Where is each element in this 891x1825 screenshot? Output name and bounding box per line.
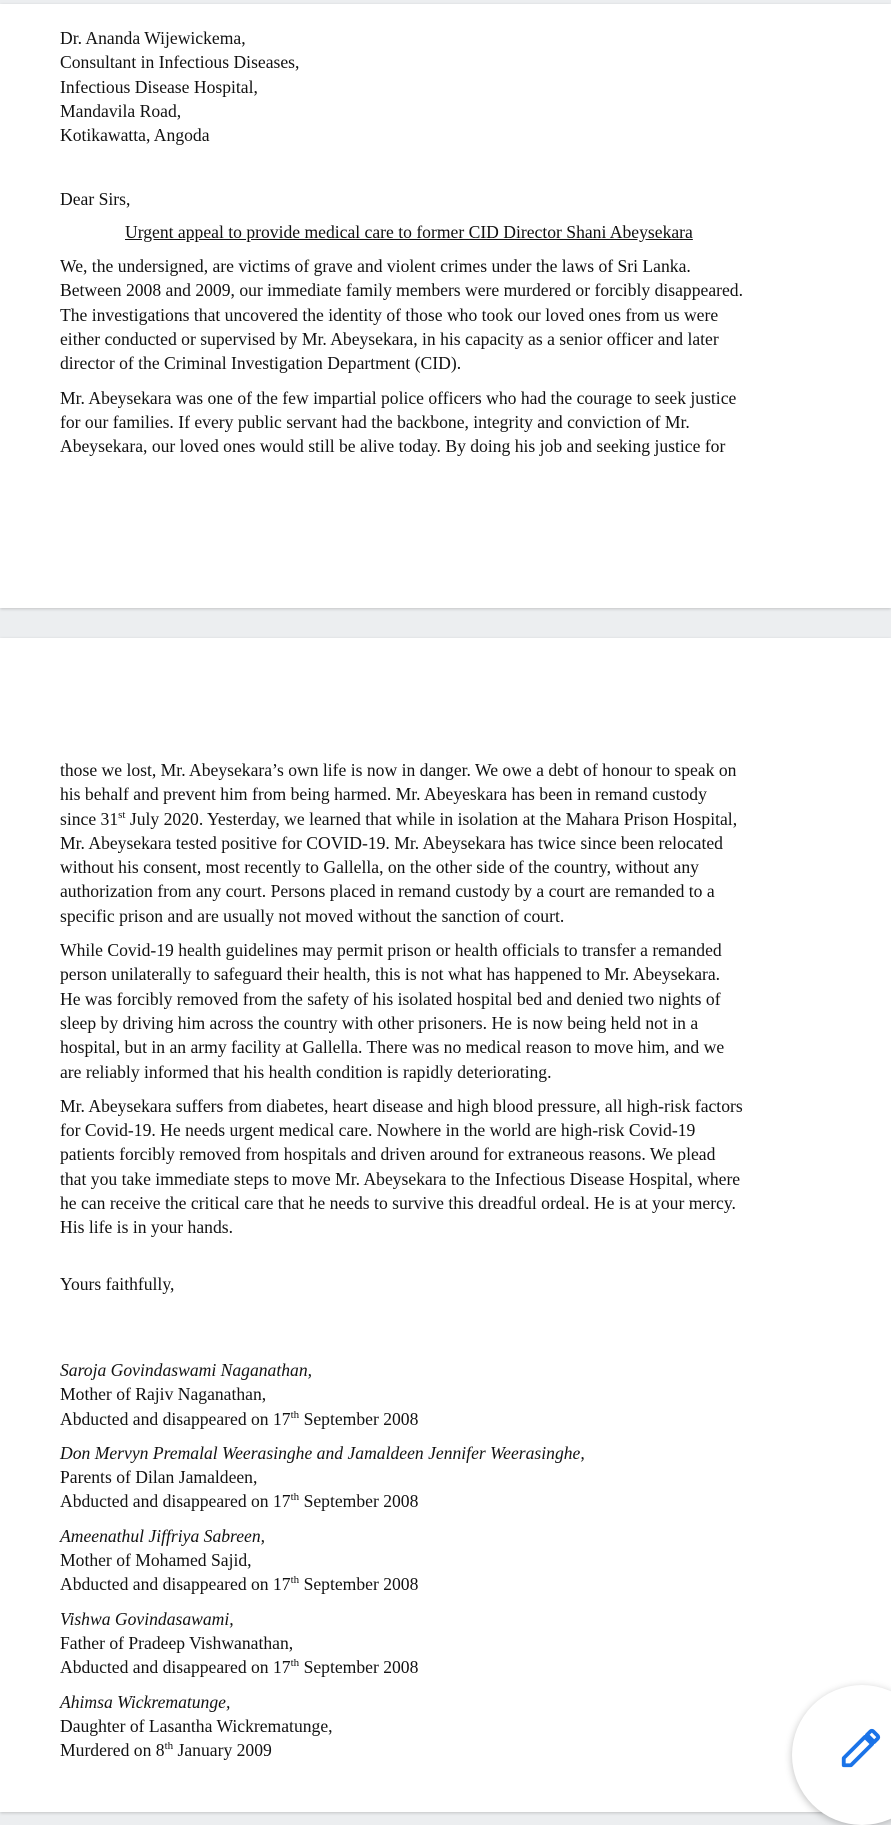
text-line: sleep by driving him across the country with other prisoners. He is now being held not in a bbox=[60, 1012, 699, 1033]
salutation: Dear Sirs, bbox=[60, 189, 131, 210]
text-fragment: September 2008 bbox=[299, 1491, 419, 1512]
text-line: specific prison and are usually not moved without the sanction of court. bbox=[60, 905, 565, 926]
ordinal-suffix: th bbox=[290, 1657, 300, 1670]
text-fragment: September 2008 bbox=[299, 1574, 419, 1595]
text-fragment: July 2020. Yesterday, we learned that while in isolation at the Mahara Prison Hospital, bbox=[125, 808, 738, 829]
signatory-name: Vishwa Govindasawami, bbox=[60, 1608, 234, 1629]
signatory bbox=[60, 1607, 840, 1680]
signatory-event bbox=[60, 1572, 840, 1596]
text-line: Mr. Abeysekara suffers from diabetes, heart disease and high blood pressure, all high-risk factors bbox=[60, 1095, 743, 1116]
text-line: patients forcibly removed from hospitals and driven around for extraneous reasons. We plead bbox=[60, 1144, 716, 1165]
text-line: are reliably informed that his health condition is rapidly deteriorating. bbox=[60, 1061, 552, 1082]
paragraph bbox=[60, 386, 840, 459]
text-line: We, the undersigned, are victims of grave and violent crimes under the laws of Sri Lanka. bbox=[60, 256, 691, 277]
signatory bbox=[60, 1358, 840, 1431]
signatory-name: Ameenathul Jiffriya Sabreen, bbox=[60, 1525, 266, 1546]
signatory-event bbox=[60, 1489, 840, 1513]
signatory-relation: Mother of Mohamed Sajid, bbox=[60, 1550, 252, 1571]
text-line: While Covid-19 health guidelines may permit prison or health officials to transfer a remanded bbox=[60, 940, 722, 961]
paragraph bbox=[60, 254, 840, 375]
address-line: Infectious Disease Hospital, bbox=[60, 76, 258, 97]
signatory-event bbox=[60, 1738, 840, 1762]
text-line: Between 2008 and 2009, our immediate family members were murdered or forcibly disappeared. bbox=[60, 280, 743, 301]
text-fragment: September 2008 bbox=[299, 1408, 419, 1429]
text-line: Mr. Abeysekara tested positive for COVID-19. Mr. Abeysekara has twice since been relocated bbox=[60, 832, 723, 853]
ordinal-suffix: th bbox=[290, 1491, 300, 1504]
text-line: Abeysekara, our loved ones would still be alive today. By doing his job and seeking justice for bbox=[60, 436, 726, 457]
text-line: those we lost, Mr. Abeysekara’s own life is now in danger. We owe a debt of honour to speak on bbox=[60, 760, 737, 780]
ordinal-suffix: th bbox=[164, 1740, 174, 1753]
text-fragment: Abducted and disappeared on 17 bbox=[60, 1408, 291, 1429]
text-line: authorization from any court. Persons placed in remand custody by a court are remanded to a bbox=[60, 881, 715, 902]
text-line: for Covid-19. He needs urgent medical care. Nowhere in the world are high-risk Covid-19 bbox=[60, 1120, 696, 1141]
address-line: Mandavila Road, bbox=[60, 100, 182, 121]
text-line: person unilaterally to safeguard their health, this is not what has happened to Mr. Abeysekara. bbox=[60, 964, 721, 985]
text-fragment: since 31 bbox=[60, 808, 119, 829]
subject-line bbox=[60, 220, 840, 244]
text-fragment: Abducted and disappeared on 17 bbox=[60, 1657, 291, 1678]
signatory-relation: Mother of Rajiv Naganathan, bbox=[60, 1384, 267, 1405]
text-line: director of the Criminal Investigation Department (CID). bbox=[60, 353, 462, 374]
subject-text: Urgent appeal to provide medical care to former CID Director Shani Abeysekara bbox=[125, 221, 693, 242]
signatory bbox=[60, 1441, 840, 1514]
address-line: Consultant in Infectious Diseases, bbox=[60, 52, 300, 73]
signatory-relation: Daughter of Lasantha Wickrematunge, bbox=[60, 1715, 333, 1736]
text-line: He was forcibly removed from the safety of his isolated hospital bed and denied two nights of bbox=[60, 988, 721, 1009]
recipient-address bbox=[60, 26, 840, 147]
text-fragment: January 2009 bbox=[173, 1740, 272, 1761]
text-line: he can receive the critical care that he needs to survive this dreadful ordeal. He is at your mercy. bbox=[60, 1193, 736, 1214]
text-line bbox=[60, 807, 840, 831]
document-page-2 bbox=[0, 638, 891, 1812]
document-page-1 bbox=[0, 4, 891, 608]
pencil-icon bbox=[838, 1725, 884, 1771]
ordinal-suffix: th bbox=[290, 1408, 300, 1421]
signatory-name: Ahimsa Wickrematunge, bbox=[60, 1691, 231, 1712]
paragraph bbox=[60, 1094, 840, 1240]
address-line: Kotikawatta, Angoda bbox=[60, 125, 210, 146]
address-line: Dr. Ananda Wijewickema, bbox=[60, 28, 246, 48]
text-line: that you take immediate steps to move Mr. Abeysekara to the Infectious Disease Hospital, where bbox=[60, 1168, 741, 1189]
paragraph bbox=[60, 938, 840, 1084]
text-line: his behalf and prevent him from being harmed. Mr. Abeyeskara has been in remand custody bbox=[60, 784, 707, 805]
signatory bbox=[60, 1690, 840, 1763]
text-line: Mr. Abeysekara was one of the few impartial police officers who had the courage to seek justice bbox=[60, 387, 737, 408]
text-line: The investigations that uncovered the identity of those who took our loved ones from us were bbox=[60, 304, 719, 325]
text-fragment: Abducted and disappeared on 17 bbox=[60, 1491, 291, 1512]
signatory-name: Saroja Govindaswami Naganathan, bbox=[60, 1359, 313, 1380]
text-line: for our families. If every public servant had the backbone, integrity and conviction of Mr. bbox=[60, 411, 690, 432]
page-2-content bbox=[60, 758, 840, 1772]
text-line: without his consent, most recently to Gallella, on the other side of the country, without any bbox=[60, 857, 699, 878]
paragraph bbox=[60, 758, 840, 928]
text-fragment: Murdered on 8 bbox=[60, 1740, 165, 1761]
closing: Yours faithfully, bbox=[60, 1273, 175, 1294]
text-fragment: September 2008 bbox=[299, 1657, 419, 1678]
signatory-relation: Parents of Dilan Jamaldeen, bbox=[60, 1467, 258, 1488]
text-fragment: Abducted and disappeared on 17 bbox=[60, 1574, 291, 1595]
page-1-content bbox=[60, 26, 840, 468]
signatory-event bbox=[60, 1655, 840, 1679]
text-line: either conducted or supervised by Mr. Abeysekara, in his capacity as a senior officer and later bbox=[60, 328, 719, 349]
signatory-name: Don Mervyn Premalal Weerasinghe and Jamaldeen Jennifer Weerasinghe, bbox=[60, 1442, 585, 1463]
ordinal-suffix: st bbox=[118, 808, 126, 821]
signatory bbox=[60, 1524, 840, 1597]
text-line: His life is in your hands. bbox=[60, 1217, 233, 1238]
signatory-relation: Father of Pradeep Vishwanathan, bbox=[60, 1632, 294, 1653]
ordinal-suffix: th bbox=[290, 1574, 300, 1587]
text-line: hospital, but in an army facility at Gallella. There was no medical reason to move him, and we bbox=[60, 1037, 725, 1058]
signatory-event bbox=[60, 1407, 840, 1431]
